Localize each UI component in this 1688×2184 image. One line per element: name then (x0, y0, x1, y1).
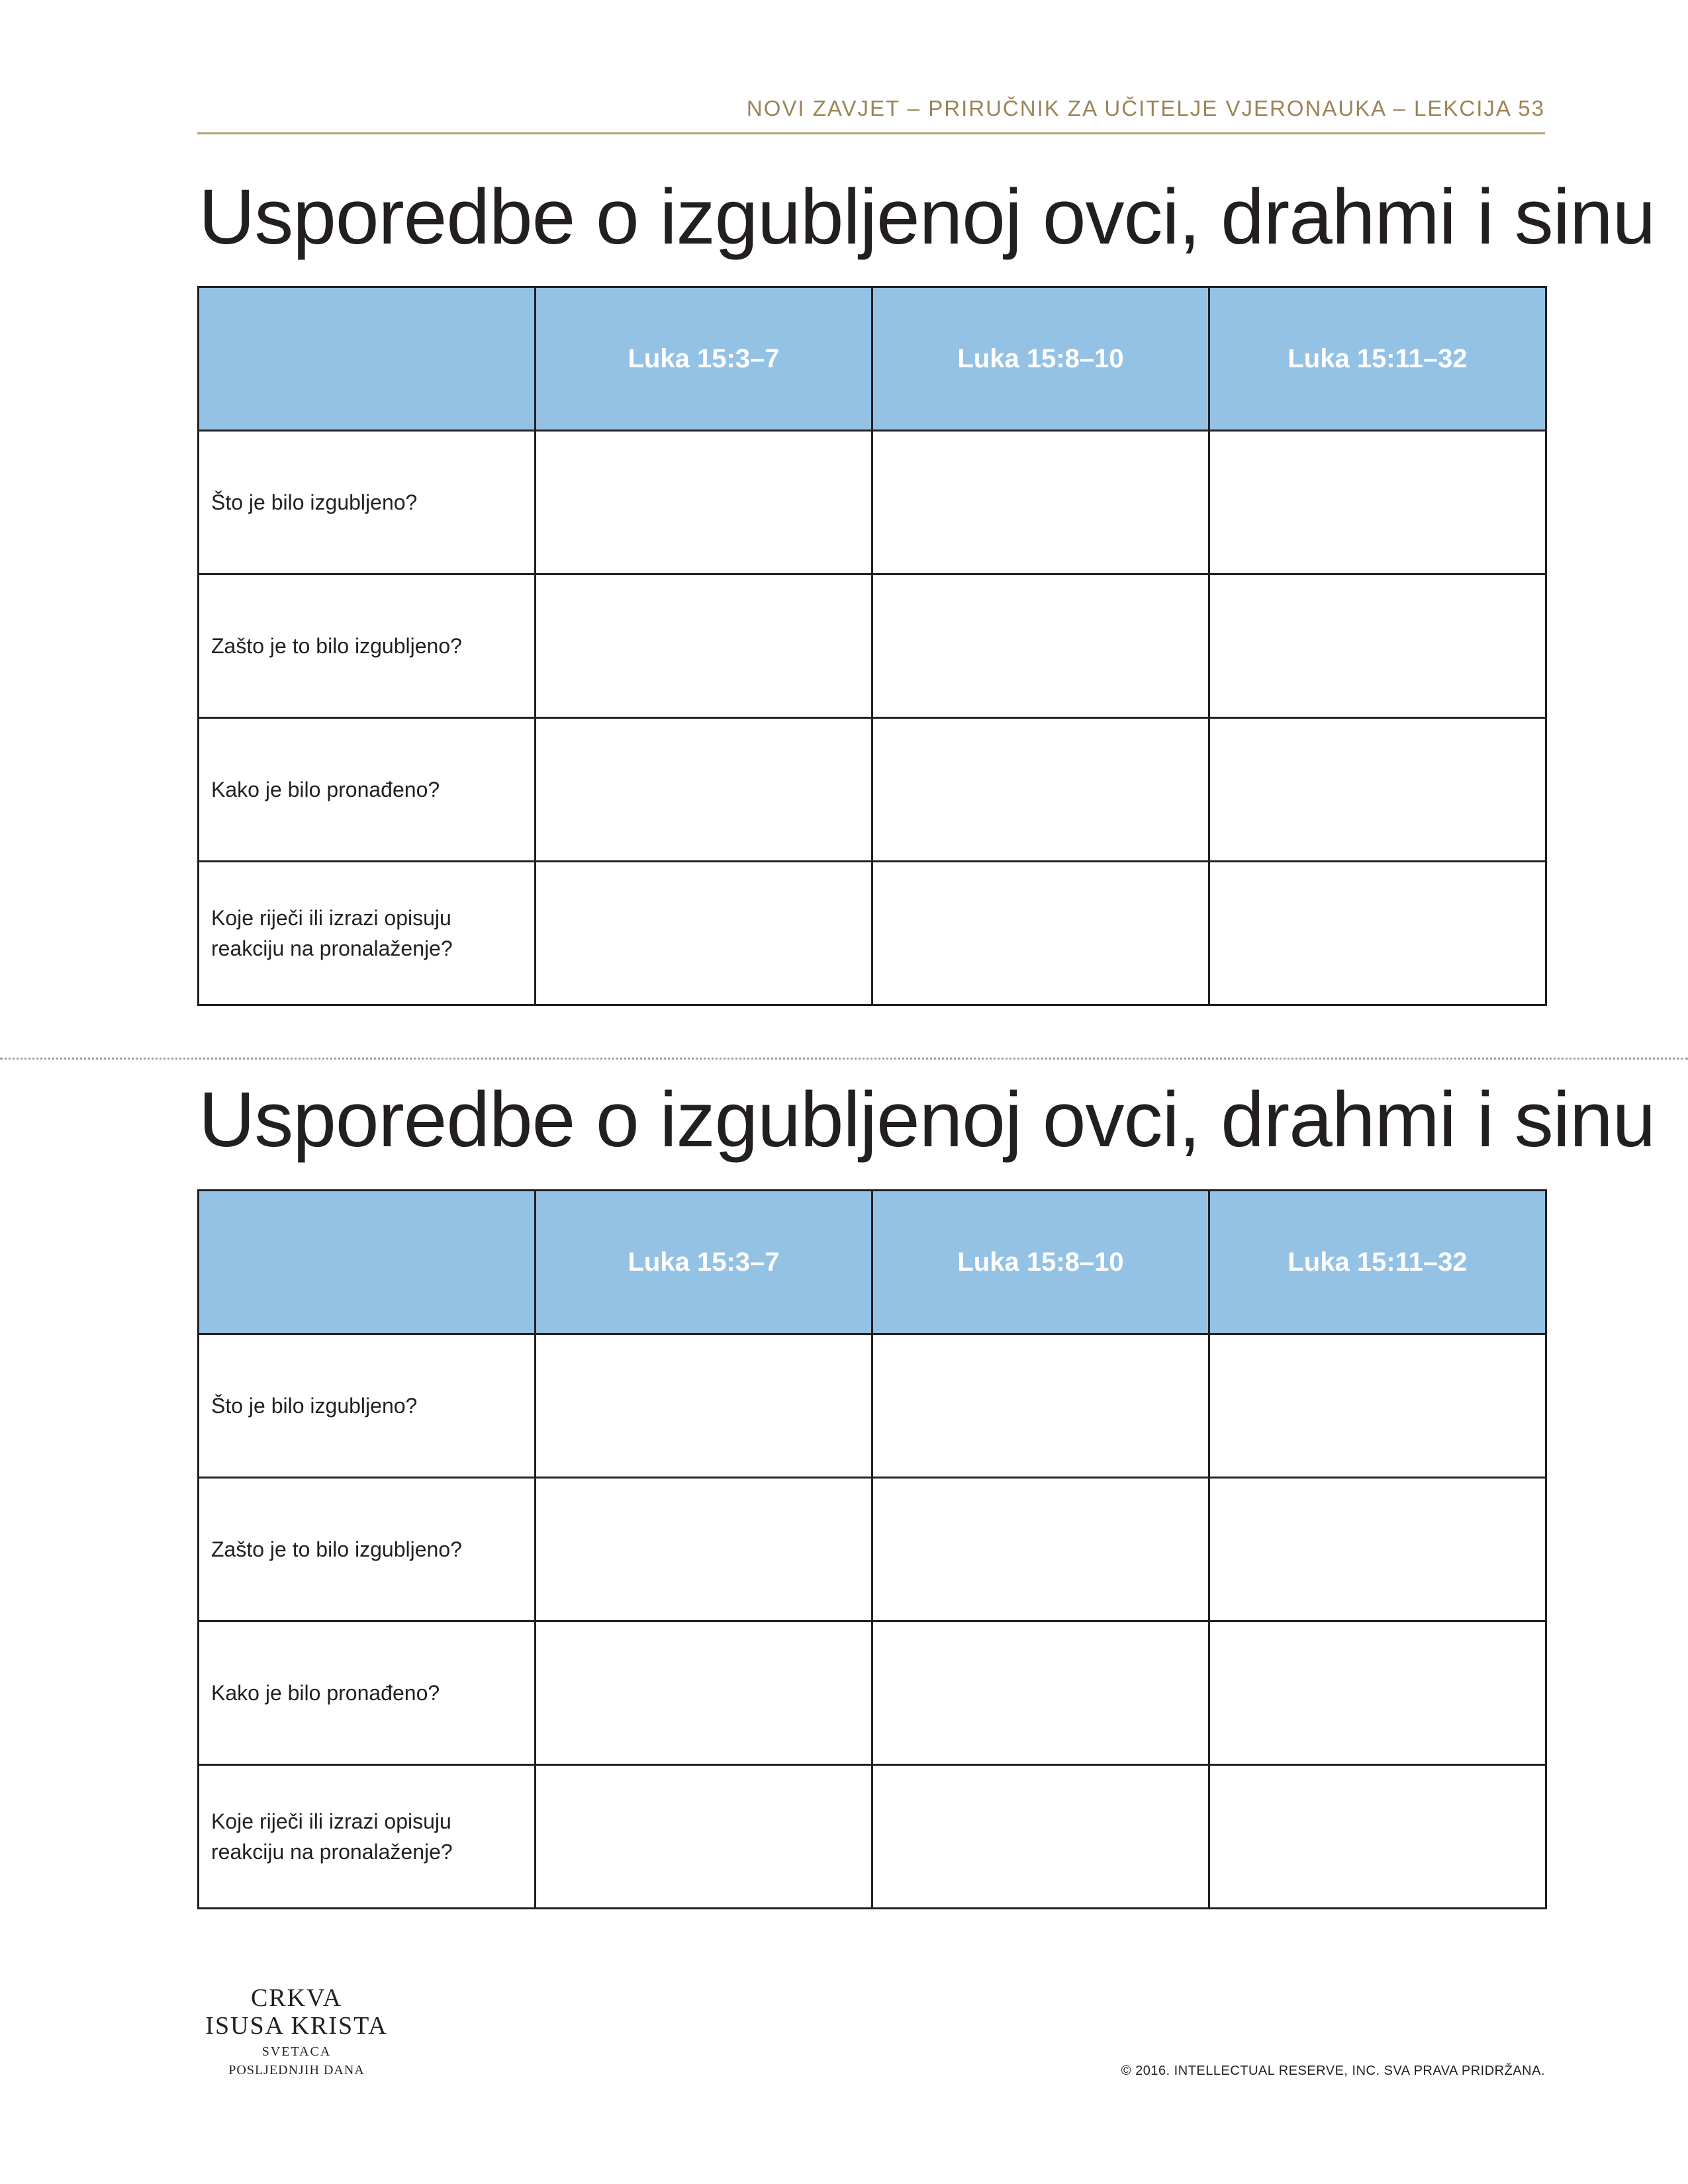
answer-cell[interactable] (1209, 1765, 1546, 1909)
table-row (199, 1334, 1546, 1478)
answer-cell[interactable] (536, 1621, 872, 1765)
answer-cell[interactable] (536, 1334, 872, 1478)
answer-cell[interactable] (536, 718, 872, 862)
answer-cell[interactable] (872, 574, 1209, 718)
logo-line-4: POSLJEDNJIH DANA (228, 2063, 365, 2077)
answer-cell[interactable] (536, 431, 872, 574)
answer-cell[interactable] (872, 1765, 1209, 1909)
running-header-text: NOVI ZAVJET – PRIRUČNIK ZA UČITELJE VJERONAUKA – LEKCIJA 53 (746, 96, 1545, 120)
header-cell-luka-15-8-10: Luka 15:8–10 (872, 287, 1209, 431)
handout-2-title: Usporedbe o izgubljenoj ovci, drahmi i sinu (199, 1076, 1656, 1163)
handout-2-table (197, 1189, 1547, 1909)
table-row (199, 431, 1546, 574)
answer-cell[interactable] (1209, 1621, 1546, 1765)
row-label: Zašto je to bilo izgubljeno? (199, 1478, 536, 1621)
table-row (199, 1478, 1546, 1621)
row-label: Kako je bilo pronađeno? (199, 1621, 536, 1765)
logo-line-3: SVETACA (261, 2044, 332, 2059)
header-cell-luka-15-8-10: Luka 15:8–10 (872, 1191, 1209, 1334)
answer-cell[interactable] (872, 1621, 1209, 1765)
table-row (199, 862, 1546, 1005)
answer-cell[interactable] (872, 1334, 1209, 1478)
header-cell-luka-15-11-32: Luka 15:11–32 (1209, 1191, 1546, 1334)
row-label: Koje riječi ili izrazi opisuju reakciju na pronalaženje? (199, 1765, 536, 1909)
answer-cell[interactable] (872, 862, 1209, 1005)
table-row (199, 718, 1546, 862)
answer-cell[interactable] (1209, 1478, 1546, 1621)
running-header (197, 93, 1545, 134)
answer-cell[interactable] (536, 862, 872, 1005)
answer-cell[interactable] (872, 718, 1209, 862)
header-cell-luka-15-11-32: Luka 15:11–32 (1209, 287, 1546, 431)
row-label: Što je bilo izgubljeno? (199, 1334, 536, 1478)
row-label: Što je bilo izgubljeno? (199, 431, 536, 574)
answer-cell[interactable] (1209, 431, 1546, 574)
answer-cell[interactable] (1209, 718, 1546, 862)
table-header-row (199, 287, 1546, 431)
church-logo (197, 1984, 396, 2079)
cut-line-divider (0, 1058, 1688, 1060)
row-label: Kako je bilo pronađeno? (199, 718, 536, 862)
answer-cell[interactable] (536, 1765, 872, 1909)
copyright-notice: © 2016. INTELLECTUAL RESERVE, INC. SVA PRAVA PRIDRŽANA. (1121, 2064, 1545, 2078)
logo-line-2: ISUSA KRISTA (205, 2012, 388, 2040)
answer-cell[interactable] (1209, 1334, 1546, 1478)
handout-1-table (197, 286, 1547, 1006)
row-label: Zašto je to bilo izgubljeno? (199, 574, 536, 718)
header-cell-luka-15-3-7: Luka 15:3–7 (536, 287, 872, 431)
header-cell-luka-15-3-7: Luka 15:3–7 (536, 1191, 872, 1334)
answer-cell[interactable] (536, 1478, 872, 1621)
handout-1-title: Usporedbe o izgubljenoj ovci, drahmi i sinu (199, 173, 1656, 261)
answer-cell[interactable] (872, 1478, 1209, 1621)
answer-cell[interactable] (1209, 862, 1546, 1005)
header-cell-blank (199, 1191, 536, 1334)
answer-cell[interactable] (536, 574, 872, 718)
table-row (199, 1765, 1546, 1909)
table-row (199, 574, 1546, 718)
table-header-row (199, 1191, 1546, 1334)
answer-cell[interactable] (872, 431, 1209, 574)
logo-line-1: CRKVA (250, 1984, 343, 2012)
table-row (199, 1621, 1546, 1765)
row-label: Koje riječi ili izrazi opisuju reakciju na pronalaženje? (199, 862, 536, 1005)
header-cell-blank (199, 287, 536, 431)
answer-cell[interactable] (1209, 574, 1546, 718)
